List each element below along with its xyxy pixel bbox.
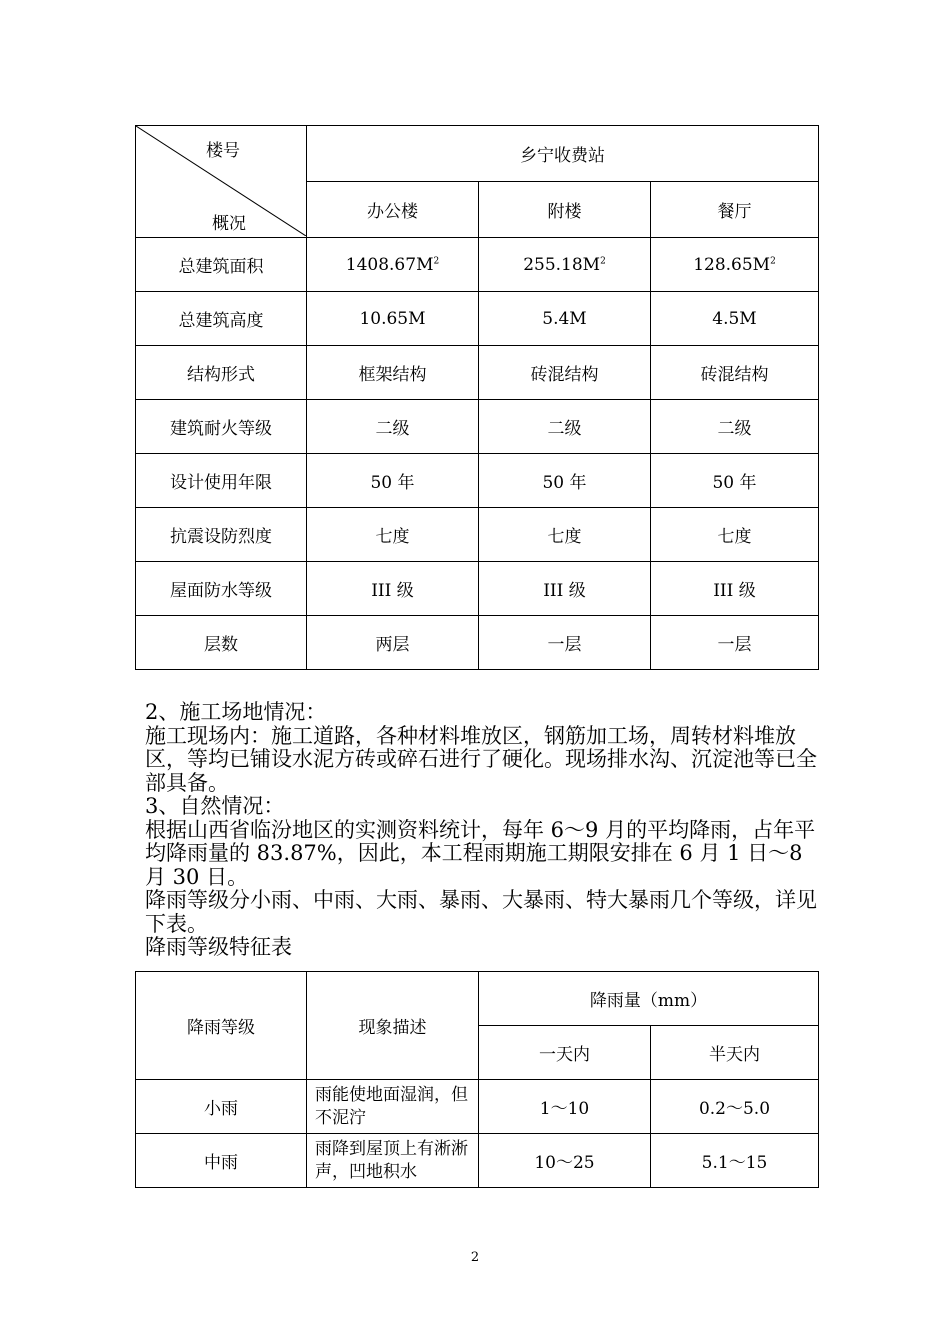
cell-value: 一层 xyxy=(479,616,651,670)
row-label: 总建筑高度 xyxy=(136,292,307,346)
header-description: 现象描述 xyxy=(307,972,479,1080)
cell-value: 二级 xyxy=(651,400,819,454)
cell-value: 50 年 xyxy=(651,454,819,508)
cell-value: 5.4M xyxy=(479,292,651,346)
rain-level: 中雨 xyxy=(136,1134,307,1188)
cell-value: 砖混结构 xyxy=(479,346,651,400)
paragraph: 降雨等级分小雨、中雨、大雨、暴雨、大暴雨、特大暴雨几个等级，详见下表。 xyxy=(145,888,817,936)
page-number: 2 xyxy=(470,1250,480,1265)
cell-value: 两层 xyxy=(307,616,479,670)
body-text xyxy=(145,701,825,960)
cell-value: $128.65M^2$ xyxy=(651,238,819,292)
cell-value: 七度 xyxy=(307,508,479,562)
paragraph: 根据山西省临汾地区的实测资料统计，每年 6～9 月的平均降雨，占年平均降雨量的 83.87%，因此，本工程雨期施工期限安排在 6 月 1 日～8 月 30 日。 xyxy=(145,817,816,889)
rainfall-level-table xyxy=(135,971,819,1188)
cell-value: 七度 xyxy=(651,508,819,562)
section-heading: 3、自然情况： xyxy=(145,794,285,818)
section-heading: 2、施工场地情况： xyxy=(145,700,327,724)
table-row xyxy=(136,508,819,562)
cell-value: 50 年 xyxy=(307,454,479,508)
corner-label-building: 楼号 xyxy=(206,141,240,161)
table-row xyxy=(136,1080,819,1134)
building-header: 附楼 xyxy=(479,182,651,238)
table-row xyxy=(136,238,819,292)
row-label: 抗震设防烈度 xyxy=(136,508,307,562)
table-row xyxy=(136,346,819,400)
table-caption: 降雨等级特征表 xyxy=(145,935,292,959)
rain-half-day: 0.2～5.0 xyxy=(651,1080,819,1134)
table-row xyxy=(136,616,819,670)
rain-level: 小雨 xyxy=(136,1080,307,1134)
cell-value: $1408.67M^2$ xyxy=(307,238,479,292)
header-half-day: 半天内 xyxy=(651,1026,819,1080)
cell-value: $255.18M^2$ xyxy=(479,238,651,292)
row-label: 层数 xyxy=(136,616,307,670)
rain-one-day: 10～25 xyxy=(479,1134,651,1188)
cell-value: 砖混结构 xyxy=(651,346,819,400)
cell-value: 一层 xyxy=(651,616,819,670)
building-header: 餐厅 xyxy=(651,182,819,238)
paragraph: 施工现场内：施工道路，各种材料堆放区，钢筋加工场，周转材料堆放区，等均已铺设水泥方砖或碎石进行了硬化。现场排水沟、沉淀池等已全部具备。 xyxy=(145,723,817,795)
cell-value: 二级 xyxy=(307,400,479,454)
header-rainfall-amount: 降雨量（mm） xyxy=(479,972,819,1026)
row-label: 建筑耐火等级 xyxy=(136,400,307,454)
table-row xyxy=(136,454,819,508)
cell-value: III 级 xyxy=(479,562,651,616)
building-overview-table xyxy=(135,125,819,670)
corner-label-overview: 概况 xyxy=(212,214,246,234)
cell-value: III 级 xyxy=(651,562,819,616)
rain-one-day: 1～10 xyxy=(479,1080,651,1134)
cell-value: 4.5M xyxy=(651,292,819,346)
table-row xyxy=(136,400,819,454)
row-label: 屋面防水等级 xyxy=(136,562,307,616)
rain-description: 雨能使地面湿润，但不泥泞 xyxy=(307,1080,479,1134)
rain-description: 雨降到屋顶上有淅淅声，凹地积水 xyxy=(307,1134,479,1188)
header-level: 降雨等级 xyxy=(136,972,307,1080)
rain-half-day: 5.1～15 xyxy=(651,1134,819,1188)
building-header: 办公楼 xyxy=(307,182,479,238)
cell-value: 10.65M xyxy=(307,292,479,346)
row-label: 设计使用年限 xyxy=(136,454,307,508)
row-label: 总建筑面积 xyxy=(136,238,307,292)
table-row xyxy=(136,292,819,346)
cell-value: 框架结构 xyxy=(307,346,479,400)
station-header: 乡宁收费站 xyxy=(307,126,819,182)
table-row xyxy=(136,1134,819,1188)
cell-value: III 级 xyxy=(307,562,479,616)
header-one-day: 一天内 xyxy=(479,1026,651,1080)
cell-value: 二级 xyxy=(479,400,651,454)
diagonal-header-cell xyxy=(136,126,307,238)
cell-value: 七度 xyxy=(479,508,651,562)
row-label: 结构形式 xyxy=(136,346,307,400)
table-row xyxy=(136,562,819,616)
cell-value: 50 年 xyxy=(479,454,651,508)
